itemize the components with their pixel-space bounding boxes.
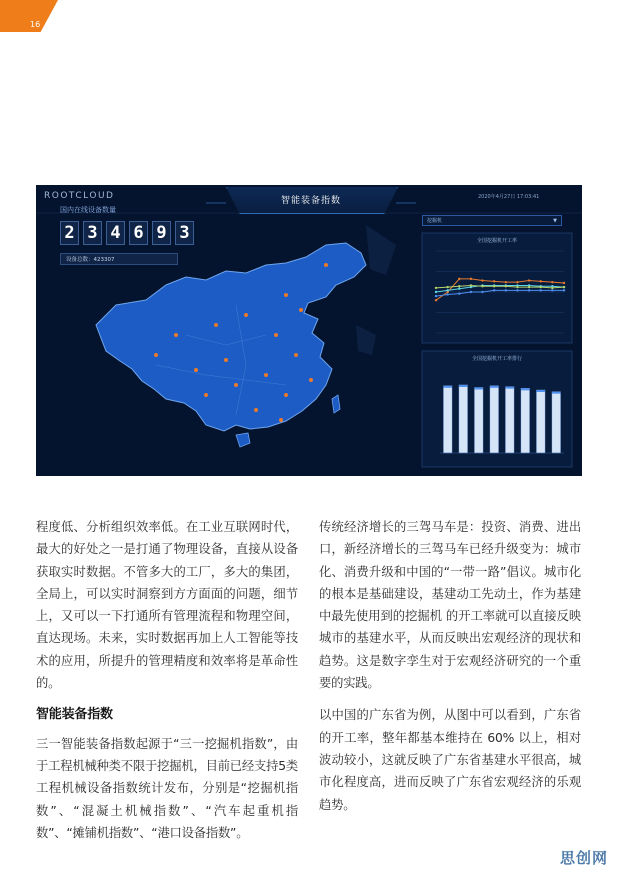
site-watermark: 思创网	[559, 849, 608, 867]
line-point	[540, 286, 542, 288]
line-point	[435, 287, 437, 289]
bar-cap	[490, 386, 499, 388]
equipment-type-dropdown[interactable]	[422, 215, 562, 226]
line-point	[481, 291, 483, 293]
dashboard-screenshot	[36, 185, 582, 476]
line-point	[505, 285, 507, 287]
counter-digit: 6	[129, 221, 148, 245]
line-point	[435, 291, 437, 293]
bar	[505, 387, 514, 453]
line-point	[505, 281, 507, 283]
line-point	[563, 289, 565, 291]
line-point	[446, 289, 448, 291]
china-map	[96, 243, 366, 431]
bar	[443, 386, 452, 453]
line-point	[481, 285, 483, 287]
line-point	[470, 291, 472, 293]
dashboard-timestamp: 2020年4月27日 17:03:41	[478, 194, 540, 200]
counter-digit: 2	[60, 221, 79, 245]
bar	[552, 392, 561, 453]
line-point	[435, 299, 437, 301]
dashboard-brand-logo: ROOTCLOUD	[44, 191, 115, 201]
dropdown-value: 挖掘机	[427, 218, 443, 224]
line-point	[458, 285, 460, 287]
total-devices-box: 设备总数：423307	[60, 253, 178, 265]
bar-cap	[443, 386, 452, 388]
line-point	[551, 287, 553, 289]
line-point	[458, 292, 460, 294]
line-point	[528, 289, 530, 291]
bar-cap	[536, 390, 545, 392]
counter-digit: 3	[175, 221, 194, 245]
line-point	[516, 289, 518, 291]
online-devices-counter	[60, 221, 194, 245]
line-point	[435, 295, 437, 297]
line-point	[551, 289, 553, 291]
counter-digit: 3	[83, 221, 102, 245]
counter-digit: 9	[152, 221, 171, 245]
line-point	[493, 280, 495, 282]
bar	[521, 388, 530, 453]
bar	[536, 390, 545, 453]
line-point	[493, 289, 495, 291]
article-paragraph: 程度低、分析组织效率低。在工业互联网时代，最大的好处之一是打通了物理设备，直接从设备获取实时数据。不管多大的工厂，多大的集团，全局上，可以实时洞察到方方面面的问题，细节上，又可以一下打通所有管理流程和物理空间，直达现场。未来，实时数据再加上人工智能等技术的应用，所提升的管理精度和效率将是革命性的。	[36, 520, 298, 691]
page-number: 16	[30, 20, 41, 29]
chevron-down-icon: ▼	[553, 218, 557, 224]
line-point	[446, 293, 448, 295]
bar-cap	[459, 385, 468, 387]
line-point	[470, 278, 472, 280]
article-paragraph: 传统经济增长的三驾马车是：投资、消费、进出口，新经济增长的三驾马车已经升级变为：城市化、消费升级和中国的“一带一路”倡议。城市化的根本是基础建设，基建动工先动土，作为基建中最先使用到的挖掘机 的开工率就可以直接反映城市的基建水平，从而反映出宏观经济的现状和趋势。这是数字孪生对于宏观经济研究的一个重要的实践。	[319, 520, 581, 691]
line-point	[540, 280, 542, 282]
bar-cap	[474, 387, 483, 389]
section-heading: 智能装备指数	[36, 707, 113, 723]
online-devices-label: 国内在线设备数量	[60, 206, 116, 214]
line-point	[563, 286, 565, 288]
bar-cap	[552, 392, 561, 394]
page-corner-tab	[0, 0, 58, 32]
article-right-column	[319, 516, 581, 816]
article-left-column	[36, 516, 298, 844]
line-point	[540, 289, 542, 291]
line-point	[493, 285, 495, 287]
line-point	[516, 281, 518, 283]
bar	[474, 387, 483, 453]
line-point	[446, 286, 448, 288]
bar-cap	[521, 388, 530, 390]
article-paragraph: 三一智能装备指数起源于“三一挖掘机指数”，由于工程机械种类不限于挖掘机，目前已经支持5类工程机械设备指数统计发布，分别是“挖掘机指数”、“混凝土机械指数”、“汽车起重机指数”、“摊铺机指数”、“港口设备指数”。	[36, 736, 298, 840]
line-point	[481, 279, 483, 281]
line-point	[505, 289, 507, 291]
line-point	[458, 288, 460, 290]
line-point	[470, 284, 472, 286]
line-point	[458, 278, 460, 280]
line-panel-title: 全国挖掘机开工率	[476, 238, 517, 244]
line-point	[528, 286, 530, 288]
bar-panel-title: 全国挖掘机开工率排行	[471, 356, 522, 362]
counter-digit: 4	[106, 221, 125, 245]
bar	[459, 385, 468, 453]
line-point	[528, 279, 530, 281]
article-paragraph: 以中国的广东省为例，从图中可以看到，广东省的开工率，整年都基本维持在 60% 以上，相对波动较小，这就反映了广东省基建水平很高，城市化程度高，进而反映了广东省宏观经济的乐观趋势。	[319, 708, 581, 812]
dashboard-title: 智能装备指数	[280, 196, 341, 206]
bar-cap	[505, 387, 514, 389]
line-point	[551, 281, 553, 283]
line-point	[516, 286, 518, 288]
line-point	[563, 282, 565, 284]
bar	[490, 386, 499, 453]
